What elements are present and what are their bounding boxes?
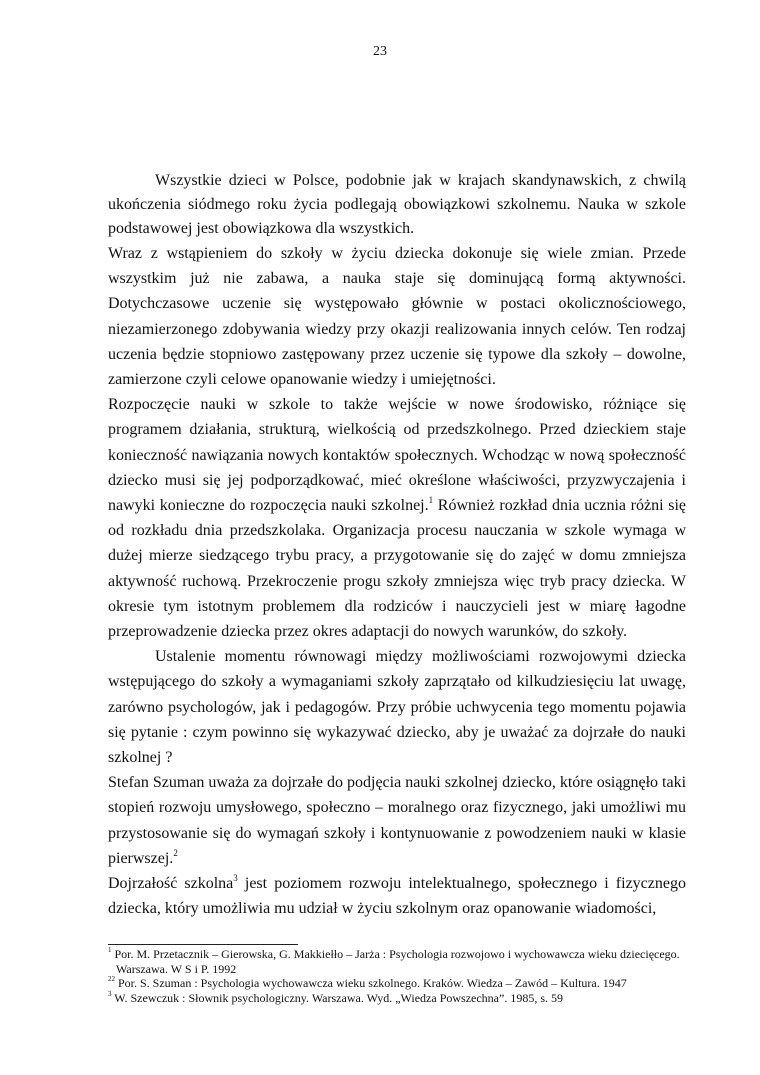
paragraph-text: Wraz z wstąpieniem do szkoły w życiu dziecka dokonuje się wiele zmian. Przede wszystkim już nie zabawa, a nauka staje się dominującą formą aktywności. Dotychczasowe uczenie się występowało głównie w postaci okolicznościowego, niezamierzonego zdobywania wiedzy przy okazji realizowania innych celów. Ten rodzaj uczenia będzie stopniowo zastępowany przez uczenie się typowe dla szkoły – dowolne, zamierzone czyli celowe opanowanie wiedzy i umiejętności.: [108, 245, 686, 389]
body-text: [108, 169, 686, 921]
footnote-3: [108, 991, 686, 1006]
footnote-1: [108, 947, 686, 976]
paragraph-school-maturity: [108, 871, 686, 921]
page-number: 23: [373, 44, 387, 59]
paragraph-new-environment: [108, 392, 686, 644]
footnotes: [108, 947, 686, 1005]
paragraph-text: Ustalenie momentu równowagi między możliwościami rozwojowymi dziecka wstępującego do szkoły a wymaganiami szkoły zaprzątało od kilkudziesięciu lat uwagę, zarówno psychologów, jak i pedagogów. Przy próbie uchwycenia tego momentu pojawia się pytanie : czym powinno się wykazywać dziecko, aby je uważać za dojrzałe do nauki szkolnej ?: [108, 648, 686, 767]
footnote-text: W. Szewczuk : Słownik psychologiczny. Warszawa. Wyd. „Wiedza Powszechna”. 1985, s. 59: [111, 990, 563, 1005]
paragraph-school-changes: [108, 241, 686, 392]
paragraph-text-continued: jest poziomem rozwoju intelektualnego, społecznego i fizycznego dziecka, który umożliwia mu udział w życiu szkolnym oraz opanowanie wiadomości,: [108, 875, 686, 918]
paragraph-text: Wszystkie dzieci w Polsce, podobnie jak w krajach skandynawskich, z chwilą ukończenia siódmego roku życia podlegają obowiązkowi szkolnemu. Nauka w szkole podstawowej jest obowiązkowa dla wszystkich.: [108, 172, 686, 237]
paragraph-balance-moment: [108, 644, 686, 770]
footnote-divider: [108, 944, 298, 945]
footnote-text: Por. M. Przetacznik – Gierowska, G. Makkiełło – Jarża : Psychologia rozwojowo i wychowawcza wieku dziecięcego. Warszawa. W S i P. 1992: [111, 947, 680, 976]
footnote-mark: 1: [108, 946, 112, 954]
footnote-ref-2[interactable]: 2: [173, 847, 178, 858]
paragraph-text-continued: Również rozkład dnia ucznia różni się od rozkładu dnia przedszkolaka. Organizacja procesu nauczania w szkole wymaga w dużej mierze siedzącego trybu pracy, a przygotowanie się do zajęć w domu zmniejsza aktywność ruchową. Przekroczenie progu szkoły zmniejsza więc tryb pracy dziecka. W okresie tym istotnym problemem dla rodziców i nauczycieli jest w miarę łagodne przeprowadzenie dziecka przez okres adaptacji do nowych warunków, do szkoły.: [108, 497, 687, 641]
paragraph-text: Dojrzałość szkolna: [108, 875, 234, 893]
footnote-ref-1[interactable]: 1: [428, 494, 434, 505]
paragraph-text: Stefan Szuman uważa za dojrzałe do podjęcia nauki szkolnej dziecko, które osiągnęło taki stopień rozwoju umysłowego, społeczno – moralnego oraz fizycznego, jaki umożliwi mu przystosowanie się do wymagań szkoły i kontynuowanie z powodzeniem nauki w klasie pierwszej.: [108, 774, 687, 867]
footnote-ref-3[interactable]: 3: [233, 872, 238, 883]
paragraph-szuman: [108, 770, 686, 871]
footnote-2: [108, 976, 686, 991]
footnote-text: Por. S. Szuman : Psychologia wychowawcza wieku szkolnego. Kraków. Wiedza – Zawód – Kultura. 1947: [115, 976, 627, 991]
footnote-mark: 22: [108, 975, 115, 984]
paragraph-text: Rozpoczęcie nauki w szkole to także wejście w nowe środowisko, różniące się programem działania, strukturą, wielkością od przedszkolnego. Przed dzieckiem staje konieczność nawiązania nowych kontaktów społecznych. Wchodząc w nową społeczność dziecko musi się jej podporządkować, mieć określone właściwości, przyzwyczajenia i nawyki konieczne do rozpoczęcia nauki szkolnej.: [108, 396, 686, 515]
footnote-mark: 3: [108, 989, 112, 998]
paragraph-intro: [108, 169, 686, 241]
